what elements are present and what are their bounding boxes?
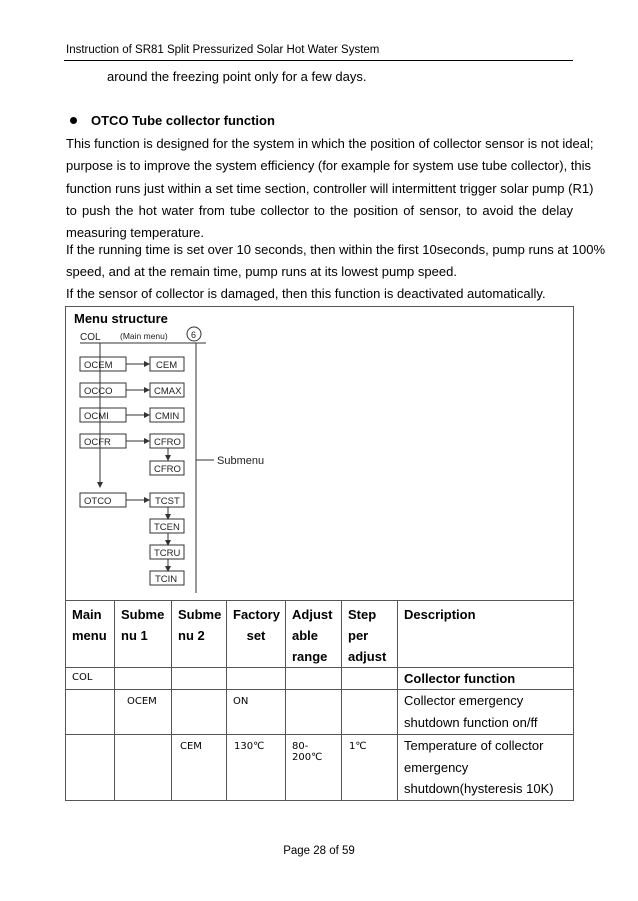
table-row: [66, 690, 574, 735]
document-header: Instruction of SR81 Split Pressurized Solar Hot Water System: [66, 44, 380, 56]
menu-item-cmin: CMIN: [155, 411, 180, 422]
menu-item-tcen: TCEN: [154, 522, 180, 533]
page-number: Page 28 of 59: [283, 845, 355, 857]
cell-main: [66, 690, 115, 735]
header-main-menu: Main menu: [66, 601, 115, 668]
bullet-icon: [70, 117, 77, 124]
menu-item-cfro: CFRO: [154, 437, 181, 448]
menu-item-tcst: TCST: [155, 496, 180, 507]
body-line-1: This function is designed for the system in which the position of collector sensor is not ideal;: [66, 136, 594, 151]
cell-step: 1℃: [342, 735, 398, 801]
cell-sub1: OCEM: [115, 690, 172, 735]
parameter-table: [65, 600, 574, 801]
menu-item-ocfr: OCFR: [84, 437, 111, 448]
menu-item-cfro-2: CFRO: [154, 464, 181, 475]
menu-diagram: [66, 307, 573, 601]
body-line-2: purpose is to improve the system efficiency (for example for system use tube collector), this: [66, 158, 592, 173]
header-description: Description: [398, 601, 574, 668]
table-header-row: [66, 601, 574, 668]
intro-line: around the freezing point only for a few days.: [107, 69, 367, 84]
cell-sub2: CEM: [172, 735, 227, 801]
submenu-label: Submenu: [217, 455, 265, 467]
menu-root-label: COL: [80, 332, 101, 343]
body-line-8: If the sensor of collector is damaged, then this function is deactivated automatically.: [66, 286, 546, 301]
cell-desc: Temperature of collector emergency shutdown(hysteresis 10K): [398, 735, 574, 801]
menu-item-occo: OCCO: [84, 386, 113, 397]
body-line-5: measuring temperature.: [66, 225, 205, 240]
cell-step: [342, 690, 398, 735]
cell-desc: Collector emergency shutdown function on/ff: [398, 690, 574, 735]
table-row: [66, 735, 574, 801]
body-line-4: to push the hot water from tube collector to the position of sensor, to avoid the delay: [66, 203, 573, 218]
cell-step: [342, 668, 398, 690]
menu-root-number: 6: [191, 330, 197, 340]
cell-main: [66, 735, 115, 801]
cell-main: COL: [66, 668, 115, 690]
cell-range: 80-200℃: [286, 735, 342, 801]
menu-structure-title: Menu structure: [74, 311, 168, 326]
menu-item-ocem: OCEM: [84, 360, 113, 371]
header-factory-set: Factory set: [227, 601, 286, 668]
cell-factory: [227, 668, 286, 690]
cell-sub1: [115, 735, 172, 801]
cell-factory: 130℃: [227, 735, 286, 801]
cell-range: [286, 668, 342, 690]
cell-sub2: [172, 668, 227, 690]
menu-item-cmax: CMAX: [154, 386, 182, 397]
header-submenu-2: Subme nu 2: [172, 601, 227, 668]
menu-structure-box: [65, 306, 574, 601]
menu-item-tcin: TCIN: [155, 574, 178, 585]
menu-item-ocmi: OCMI: [84, 411, 109, 422]
menu-item-cem: CEM: [156, 360, 178, 371]
cell-range: [286, 690, 342, 735]
header-rule: [64, 60, 573, 61]
section-title: OTCO Tube collector function: [91, 113, 275, 128]
menu-root-note: (Main menu): [120, 331, 168, 341]
cell-sub2: [172, 690, 227, 735]
body-line-3: function runs just within a set time section, controller will intermittent trigger solar pump (R1): [66, 181, 594, 196]
header-adjustable-range: Adjust able range: [286, 601, 342, 668]
cell-factory: ON: [227, 690, 286, 735]
cell-desc: Collector function: [398, 668, 574, 690]
menu-item-otco: OTCO: [84, 496, 112, 507]
body-line-7: speed, and at the remain time, pump runs at its lowest pump speed.: [66, 264, 457, 279]
menu-item-tcru: TCRU: [154, 548, 181, 559]
header-step-per-adjust: Step per adjust: [342, 601, 398, 668]
header-submenu-1: Subme nu 1: [115, 601, 172, 668]
cell-sub1: [115, 668, 172, 690]
body-line-6: If the running time is set over 10 seconds, then within the first 10seconds, pump runs at 100%: [66, 242, 606, 257]
table-row: [66, 668, 574, 690]
